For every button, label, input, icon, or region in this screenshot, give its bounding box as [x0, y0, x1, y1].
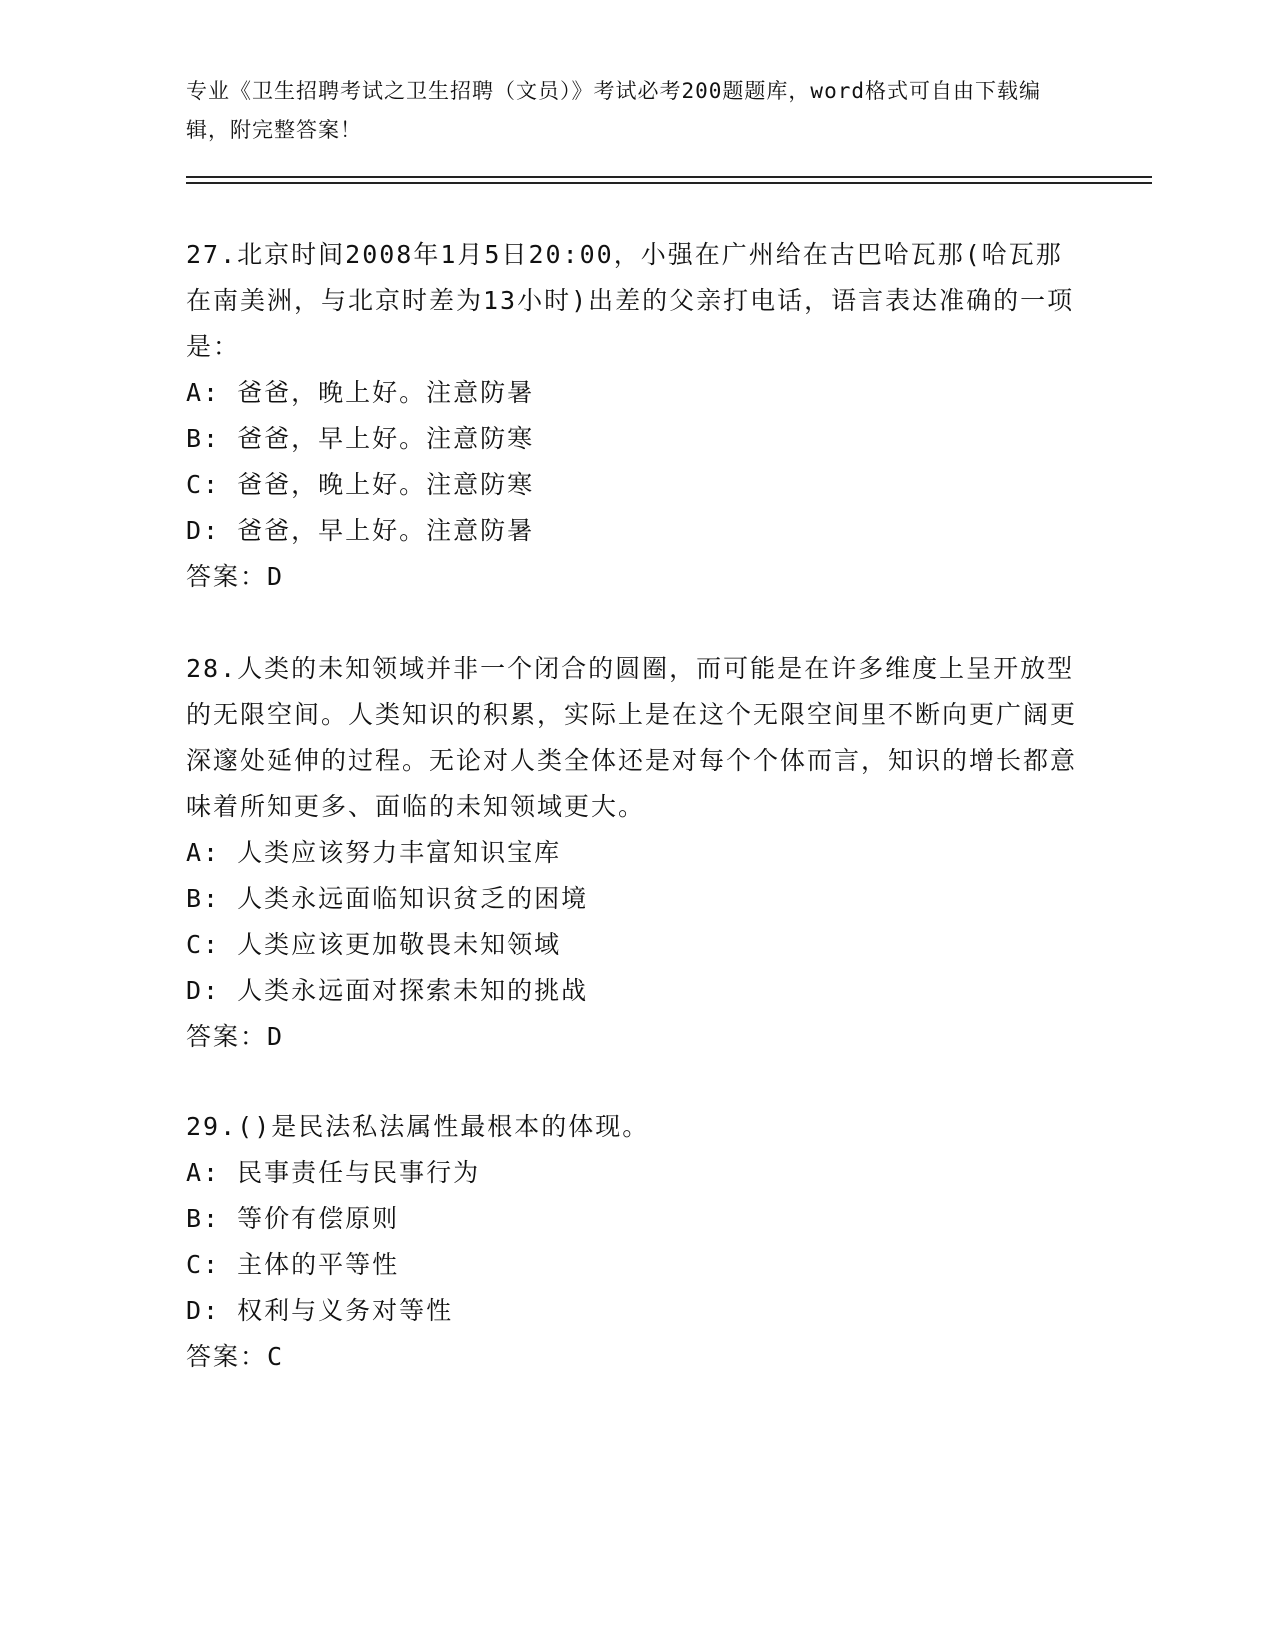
divider-line-top: [186, 176, 1152, 178]
option-a: A: 爸爸，晚上好。注意防暑: [186, 378, 535, 407]
option-b: B: 爸爸，早上好。注意防寒: [186, 424, 535, 453]
question-text: 27.北京时间2008年1月5日20:00，小强在广州给在古巴哈瓦那(哈瓦那在南美洲，与北京时差为13小时)出差的父亲打电话，语言表达准确的一项是：: [186, 240, 1075, 361]
answer-label: 答案：D: [186, 562, 285, 591]
option-c: C: 人类应该更加敬畏未知领域: [186, 930, 562, 959]
option-a: A: 人类应该努力丰富知识宝库: [186, 838, 562, 867]
question-28: [186, 646, 1086, 1060]
document-intro: 专业《卫生招聘考试之卫生招聘（文员）》考试必考200题题库，word格式可自由下载编辑，附完整答案！: [186, 79, 1041, 142]
answer-label: 答案：D: [186, 1022, 285, 1051]
question-text: 29.()是民法私法属性最根本的体现。: [186, 1112, 650, 1141]
option-d: D: 人类永远面对探索未知的挑战: [186, 976, 589, 1005]
option-d: D: 爸爸，早上好。注意防暑: [186, 516, 535, 545]
divider-line-bottom: [186, 182, 1152, 184]
option-b: B: 人类永远面临知识贫乏的困境: [186, 884, 589, 913]
option-a: A: 民事责任与民事行为: [186, 1158, 481, 1187]
option-b: B: 等价有偿原则: [186, 1204, 400, 1233]
option-c: C: 爸爸，晚上好。注意防寒: [186, 470, 535, 499]
option-c: C: 主体的平等性: [186, 1250, 400, 1279]
answer-label: 答案：C: [186, 1342, 285, 1371]
question-27: [186, 232, 1086, 600]
question-text: 28.人类的未知领域并非一个闭合的圆圈，而可能是在许多维度上呈开放型的无限空间。人类知识的积累，实际上是在这个无限空间里不断向更广阔更深邃处延伸的过程。无论对人类全体还是对每个个体而言，知识的增长都意味着所知更多、面临的未知领域更大。: [186, 654, 1078, 821]
option-d: D: 权利与义务对等性: [186, 1296, 454, 1325]
question-29: [186, 1104, 1086, 1380]
header-divider: [186, 176, 1152, 184]
